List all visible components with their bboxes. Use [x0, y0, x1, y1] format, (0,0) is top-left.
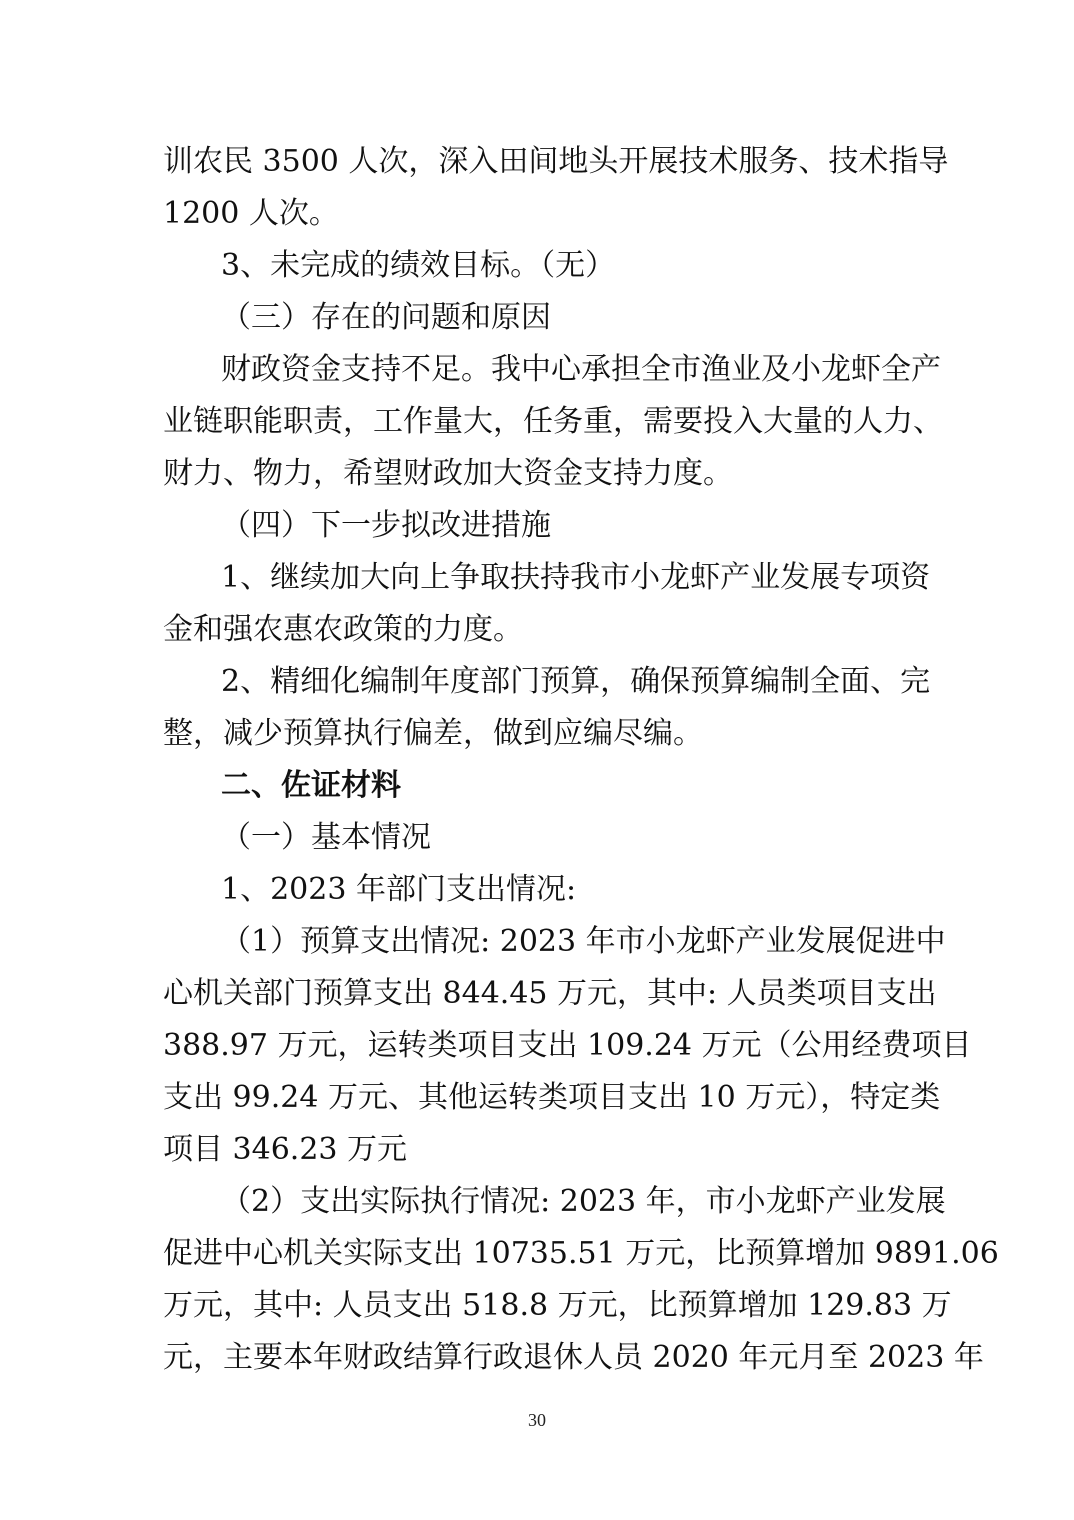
text-line: 整，减少预算执行偏差，做到应编尽编。 [163, 716, 703, 751]
text-line: 财政资金支持不足。我中心承担全市渔业及小龙虾全产 [221, 352, 941, 387]
text-line: 项目 346.23 万元 [163, 1132, 408, 1167]
text-line: 心机关部门预算支出 844.45 万元，其中: 人员类项目支出 [163, 976, 937, 1011]
text-line: 388.97 万元，运转类项目支出 109.24 万元（公用经费项目 [163, 1028, 972, 1063]
text-line: 业链职能职责，工作量大，任务重，需要投入大量的人力、 [163, 404, 943, 439]
text-line: 3、未完成的绩效目标。（无） [221, 248, 616, 283]
text-line: （2）支出实际执行情况: 2023 年，市小龙虾产业发展 [221, 1184, 946, 1219]
text-line: 1200 人次。 [163, 196, 339, 231]
text-line: 1、继续加大向上争取扶持我市小龙虾产业发展专项资 [221, 560, 931, 595]
page-number: 30 [528, 1410, 546, 1430]
section-heading: （三）存在的问题和原因 [221, 300, 551, 335]
text-line: （1）预算支出情况: 2023 年市小龙虾产业发展促进中 [221, 924, 946, 959]
document-body [163, 136, 999, 1384]
section-heading: （一）基本情况 [221, 820, 431, 855]
text-line: 2、精细化编制年度部门预算，确保预算编制全面、完 [221, 664, 931, 699]
text-line: 财力、物力，希望财政加大资金支持力度。 [163, 456, 733, 491]
text-line: 支出 99.24 万元、其他运转类项目支出 10 万元），特定类 [163, 1080, 941, 1115]
text-line: 1、2023 年部门支出情况: [221, 872, 577, 907]
text-line: 万元，其中: 人员支出 518.8 万元，比预算增加 129.83 万 [163, 1288, 952, 1323]
text-line: 元，主要本年财政结算行政退休人员 2020 年元月至 2023 年 [163, 1340, 984, 1375]
text-line: 促进中心机关实际支出 10735.51 万元，比预算增加 9891.06 [163, 1236, 999, 1271]
text-line: 训农民 3500 人次，深入田间地头开展技术服务、技术指导 [163, 144, 949, 179]
text-line: 金和强农惠农政策的力度。 [163, 612, 523, 647]
section-heading: （四）下一步拟改进措施 [221, 508, 551, 543]
chapter-heading: 二、佐证材料 [221, 768, 401, 803]
